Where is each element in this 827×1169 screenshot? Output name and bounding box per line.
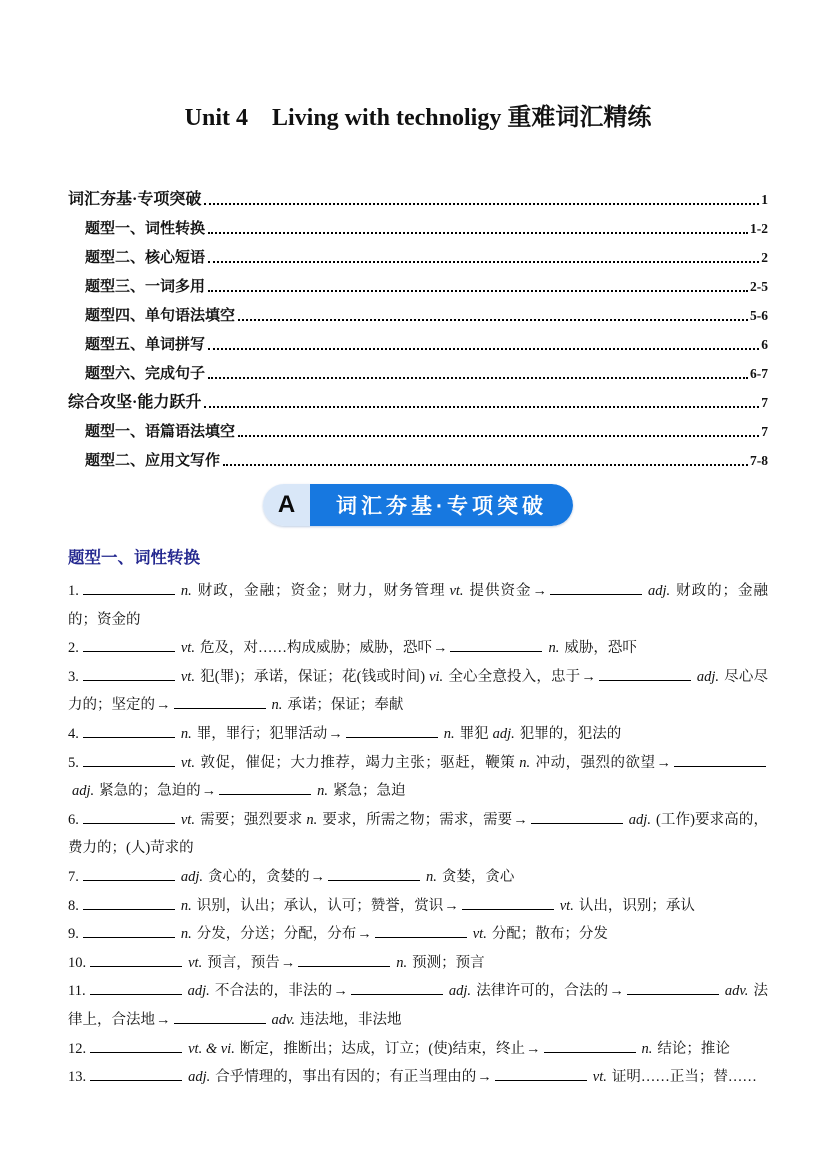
definition-text: 不合法的，非法的 bbox=[214, 983, 333, 1000]
part-of-speech-label: n. bbox=[271, 697, 283, 714]
part-of-speech-label: vt. & vi. bbox=[188, 1040, 235, 1057]
answer-blank[interactable] bbox=[375, 924, 467, 938]
item-number: 13. bbox=[68, 1069, 87, 1086]
badge-title: 词汇夯基·专项突破 bbox=[310, 484, 573, 526]
toc-leader-dots bbox=[208, 290, 748, 292]
definition-text: 要求，所需之物；需求，需要 bbox=[322, 811, 513, 828]
toc-entry-label: 词汇夯基·专项突破 bbox=[68, 190, 202, 208]
part-of-speech-label: adj. bbox=[188, 1069, 211, 1086]
definition-text: 断定，推断出；达成，订立；(使)结束，终止 bbox=[239, 1040, 525, 1057]
definition-text: 财政，金融；资金；财力，财务管理 bbox=[196, 583, 446, 599]
toc-leader-dots bbox=[204, 406, 759, 408]
arrow-symbol: → bbox=[513, 811, 528, 828]
toc-page-number: 5-6 bbox=[750, 307, 768, 323]
item-number: 7. bbox=[68, 868, 79, 885]
definition-text: 紧急的；急迫的 bbox=[99, 783, 201, 800]
definition-text: 合乎情理的，事出有因的；有正当理由的 bbox=[215, 1069, 477, 1086]
exercise-item bbox=[68, 1035, 768, 1064]
answer-blank[interactable] bbox=[550, 581, 642, 595]
exercise-item bbox=[68, 1063, 768, 1092]
arrow-symbol: → bbox=[609, 983, 624, 1000]
answer-blank[interactable] bbox=[627, 981, 719, 995]
toc-leader-dots bbox=[204, 203, 759, 205]
item-number: 8. bbox=[68, 897, 79, 914]
definition-text: 承诺；保证；奉献 bbox=[287, 697, 404, 714]
part-of-speech-label: adj. bbox=[696, 668, 719, 685]
part-of-speech-label: n. bbox=[396, 954, 408, 971]
item-number: 12. bbox=[68, 1040, 87, 1057]
part-of-speech-label: vt. bbox=[472, 926, 487, 943]
toc-page-number: 6-7 bbox=[750, 365, 768, 381]
item-number: 11. bbox=[68, 983, 86, 1000]
toc-entry bbox=[68, 180, 768, 209]
toc-entry bbox=[68, 238, 768, 267]
answer-blank[interactable] bbox=[346, 724, 438, 738]
definition-text: 财政的；金融的；资金的 bbox=[68, 583, 769, 628]
arrow-symbol: → bbox=[477, 1069, 492, 1086]
toc-leader-dots bbox=[223, 464, 748, 466]
answer-blank[interactable] bbox=[328, 867, 420, 881]
toc-entry-label: 题型五、单词拼写 bbox=[85, 336, 206, 353]
answer-blank[interactable] bbox=[219, 781, 311, 795]
exercise-item bbox=[68, 949, 768, 978]
part-of-speech-label: vt. bbox=[180, 811, 195, 828]
answer-blank[interactable] bbox=[674, 753, 766, 767]
exercise-item bbox=[68, 663, 768, 720]
part-of-speech-label: adj. bbox=[492, 725, 515, 742]
answer-blank[interactable] bbox=[495, 1067, 587, 1081]
definition-text: 全心全意投入，忠于 bbox=[448, 668, 581, 685]
toc-page-number: 1 bbox=[761, 191, 768, 207]
definition-text: 紧急；急迫 bbox=[333, 783, 406, 800]
toc-leader-dots bbox=[208, 377, 748, 379]
definition-text: 法律许可的，合法的 bbox=[476, 983, 609, 1000]
toc-entry bbox=[68, 325, 768, 354]
section-badge-row bbox=[68, 484, 768, 526]
toc-entry-label: 题型六、完成句子 bbox=[85, 365, 206, 382]
arrow-symbol: → bbox=[333, 983, 348, 1000]
part-of-speech-label: vt. bbox=[180, 754, 195, 771]
part-of-speech-label: adv. bbox=[271, 1011, 295, 1028]
toc-page-number: 1-2 bbox=[750, 220, 768, 236]
document-title: Unit 4 Living with technoligy 重难词汇精练 bbox=[184, 105, 652, 131]
toc-page-number: 7 bbox=[761, 394, 768, 410]
section-badge bbox=[263, 484, 573, 526]
definition-text: 尽心尽力的；坚定的 bbox=[68, 668, 768, 714]
part-of-speech-label: adj. bbox=[180, 868, 204, 885]
badge-letter: A bbox=[263, 484, 310, 526]
toc-leader-dots bbox=[208, 232, 748, 234]
arrow-symbol: → bbox=[532, 583, 547, 599]
part-of-speech-label: vt. bbox=[559, 897, 574, 914]
part-of-speech-label: adj. bbox=[628, 811, 651, 828]
definition-text: 违法地，非法地 bbox=[300, 1011, 402, 1028]
arrow-symbol: → bbox=[328, 725, 343, 742]
part-of-speech-label: adj. bbox=[72, 783, 95, 800]
part-of-speech-label: n. bbox=[641, 1040, 653, 1057]
table-of-contents bbox=[68, 180, 768, 470]
toc-page-number: 7-8 bbox=[750, 452, 768, 468]
part-of-speech-label: adv. bbox=[724, 983, 749, 1000]
part-of-speech-label: n. bbox=[548, 640, 560, 657]
definition-text: 识别，认出；承认，认可；赞誉，赏识 bbox=[196, 897, 444, 914]
toc-entry bbox=[68, 267, 768, 296]
definition-text: 提供资金 bbox=[468, 583, 532, 599]
part-of-speech-label: n. bbox=[180, 583, 192, 599]
definition-text: 需要；强烈要求 bbox=[199, 811, 303, 828]
answer-blank[interactable] bbox=[90, 1039, 182, 1053]
arrow-symbol: → bbox=[201, 783, 217, 800]
definition-text: 犯罪的，犯法的 bbox=[519, 725, 622, 742]
exercise-item bbox=[68, 577, 768, 634]
toc-leader-dots bbox=[208, 261, 759, 263]
definition-text: 分配；散布；分发 bbox=[491, 926, 608, 943]
section-heading: 题型一、词性转换 bbox=[68, 549, 200, 567]
exercise-item bbox=[68, 720, 768, 749]
toc-leader-dots bbox=[208, 348, 759, 350]
arrow-symbol: → bbox=[444, 897, 459, 914]
answer-blank[interactable] bbox=[599, 667, 691, 681]
toc-entry-label: 题型一、词性转换 bbox=[85, 220, 206, 237]
part-of-speech-label: vt. bbox=[188, 954, 203, 971]
part-of-speech-label: adj. bbox=[448, 983, 472, 1000]
part-of-speech-label: vt. bbox=[449, 583, 464, 599]
part-of-speech-label: vt. bbox=[180, 640, 195, 657]
toc-page-number: 2-5 bbox=[750, 278, 768, 294]
arrow-symbol: → bbox=[432, 640, 448, 657]
part-of-speech-label: adj. bbox=[647, 583, 671, 599]
item-number: 2. bbox=[68, 640, 79, 657]
item-number: 10. bbox=[68, 954, 87, 971]
definition-text: 冲动，强烈的欲望 bbox=[535, 754, 656, 771]
answer-blank[interactable] bbox=[174, 1010, 266, 1024]
answer-blank[interactable] bbox=[531, 810, 623, 824]
answer-blank[interactable] bbox=[174, 695, 266, 709]
arrow-symbol: → bbox=[581, 668, 596, 685]
toc-entry bbox=[68, 354, 768, 383]
definition-text: 敦促，催促；大力推荐，竭力主张；驱赶，鞭策 bbox=[199, 754, 516, 771]
item-number: 9. bbox=[68, 926, 79, 943]
definition-text: 贪婪，贪心 bbox=[441, 868, 515, 885]
toc-page-number: 6 bbox=[761, 336, 768, 352]
definition-text: 预言，预告 bbox=[207, 954, 280, 971]
definition-text: 罪犯 bbox=[459, 725, 489, 742]
arrow-symbol: → bbox=[156, 697, 171, 714]
exercise-item bbox=[68, 749, 768, 806]
arrow-symbol: → bbox=[280, 954, 296, 971]
answer-blank[interactable] bbox=[83, 638, 175, 652]
exercise-item bbox=[68, 806, 768, 863]
item-number: 6. bbox=[68, 811, 79, 828]
item-number: 1. bbox=[68, 583, 79, 599]
definition-text: (工作)要求高的，费力的；(人)苛求的 bbox=[68, 811, 768, 857]
answer-blank[interactable] bbox=[450, 638, 542, 652]
answer-blank[interactable] bbox=[298, 953, 390, 967]
answer-blank[interactable] bbox=[83, 924, 175, 938]
definition-text: 证明……正当；替…… bbox=[611, 1069, 757, 1086]
part-of-speech-label: vt. bbox=[592, 1069, 607, 1086]
part-of-speech-label: adj. bbox=[187, 983, 210, 1000]
toc-page-number: 7 bbox=[761, 423, 768, 439]
answer-blank[interactable] bbox=[83, 753, 175, 767]
toc-page-number: 2 bbox=[761, 249, 768, 265]
part-of-speech-label: vi. bbox=[429, 668, 444, 685]
toc-leader-dots bbox=[238, 319, 748, 321]
answer-blank[interactable] bbox=[90, 1067, 182, 1081]
exercise-item bbox=[68, 920, 768, 949]
toc-entry-label: 题型三、一词多用 bbox=[85, 278, 206, 295]
definition-text: 危及，对……构成威胁；威胁，恐吓 bbox=[199, 640, 432, 657]
exercise-item bbox=[68, 863, 768, 892]
toc-entry bbox=[68, 412, 768, 441]
definition-text: 犯(罪)；承诺，保证；花(钱或时间) bbox=[199, 668, 426, 685]
answer-blank[interactable] bbox=[83, 581, 175, 595]
toc-entry-label: 题型二、应用文写作 bbox=[85, 452, 221, 469]
answer-blank[interactable] bbox=[351, 981, 443, 995]
arrow-symbol: → bbox=[310, 868, 326, 885]
part-of-speech-label: vt. bbox=[180, 668, 195, 685]
toc-entry-label: 题型二、核心短语 bbox=[85, 249, 206, 266]
part-of-speech-label: n. bbox=[180, 897, 192, 914]
toc-entry bbox=[68, 383, 768, 412]
arrow-symbol: → bbox=[357, 926, 372, 943]
answer-blank[interactable] bbox=[90, 953, 182, 967]
toc-entry bbox=[68, 209, 768, 238]
part-of-speech-label: n. bbox=[519, 754, 531, 771]
toc-entry bbox=[68, 441, 768, 470]
toc-entry bbox=[68, 296, 768, 325]
answer-blank[interactable] bbox=[83, 867, 175, 881]
item-number: 3. bbox=[68, 668, 79, 685]
part-of-speech-label: n. bbox=[443, 725, 455, 742]
definition-text: 法律上，合法地 bbox=[68, 983, 769, 1028]
part-of-speech-label: n. bbox=[426, 868, 437, 885]
definition-text: 罪，罪行；犯罪活动 bbox=[196, 725, 328, 742]
answer-blank[interactable] bbox=[462, 896, 554, 910]
part-of-speech-label: n. bbox=[180, 725, 192, 742]
arrow-symbol: → bbox=[656, 754, 672, 771]
answer-blank[interactable] bbox=[544, 1039, 636, 1053]
item-number: 4. bbox=[68, 725, 79, 742]
part-of-speech-label: n. bbox=[317, 783, 329, 800]
toc-entry-label: 综合攻坚·能力跃升 bbox=[68, 393, 202, 411]
answer-blank[interactable] bbox=[83, 810, 175, 824]
part-of-speech-label: n. bbox=[180, 926, 192, 943]
toc-entry-label: 题型一、语篇语法填空 bbox=[85, 423, 236, 440]
item-number: 5. bbox=[68, 754, 79, 771]
exercise-list bbox=[68, 577, 768, 1092]
definition-text: 分发，分送；分配，分布 bbox=[196, 926, 357, 943]
arrow-symbol: → bbox=[156, 1011, 171, 1028]
answer-blank[interactable] bbox=[90, 981, 182, 995]
definition-text: 威胁，恐吓 bbox=[564, 640, 637, 657]
part-of-speech-label: n. bbox=[306, 811, 318, 828]
exercise-item bbox=[68, 977, 768, 1034]
toc-leader-dots bbox=[238, 435, 759, 437]
arrow-symbol: → bbox=[526, 1040, 541, 1057]
definition-text: 预测；预言 bbox=[412, 954, 485, 971]
toc-entry-label: 题型四、单句语法填空 bbox=[85, 307, 236, 324]
answer-blank[interactable] bbox=[83, 667, 175, 681]
definition-text: 贪心的，贪婪的 bbox=[208, 868, 310, 885]
exercise-item bbox=[68, 892, 768, 921]
answer-blank[interactable] bbox=[83, 896, 175, 910]
exercise-item bbox=[68, 634, 768, 663]
definition-text: 认出，识别；承认 bbox=[578, 897, 695, 914]
answer-blank[interactable] bbox=[83, 724, 175, 738]
definition-text: 结论；推论 bbox=[657, 1040, 730, 1057]
